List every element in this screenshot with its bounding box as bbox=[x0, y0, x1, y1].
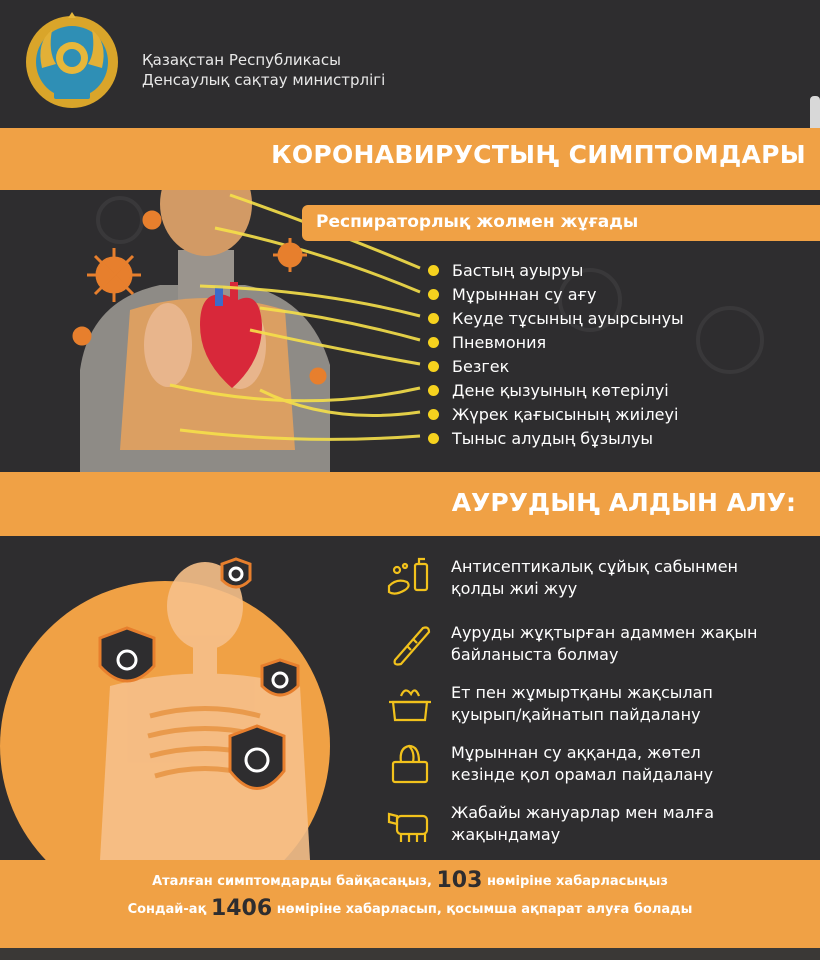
bullet-icon bbox=[428, 337, 439, 348]
bullet-icon bbox=[428, 289, 439, 300]
bottom-strip bbox=[0, 948, 820, 960]
prevention-illustration bbox=[0, 536, 370, 860]
prevention-item: Ауруды жұқтырған адаммен жақын байланыста болмау bbox=[385, 622, 791, 666]
hotline-number-1406: 1406 bbox=[210, 896, 273, 921]
hotline-number-103: 103 bbox=[436, 868, 483, 893]
symptoms-title: КОРОНАВИРУСТЫҢ СИМПТОМДАРЫ bbox=[271, 140, 806, 169]
thermometer-icon bbox=[385, 622, 435, 666]
prevention-item: Жабайы жануарлар мен малға жақындамау bbox=[385, 802, 791, 846]
prevention-item: Мұрыннан су аққанда, жөтел кезінде қол орамал пайдалану bbox=[385, 742, 791, 786]
prevention-title: АУРУДЫҢ АЛДЫН АЛУ: bbox=[451, 488, 796, 517]
list-item: Бастың ауыруы bbox=[428, 258, 684, 282]
prevention-section bbox=[0, 536, 820, 860]
list-item: Кеуде тұсының ауырсынуы bbox=[428, 306, 684, 330]
bullet-icon bbox=[428, 409, 439, 420]
symptoms-subtitle: Респираторлық жолмен жұғады bbox=[316, 212, 639, 232]
bullet-icon bbox=[428, 433, 439, 444]
org-line-1: Қазақстан Республикасы bbox=[142, 51, 341, 69]
list-item: Мұрыннан су ағу bbox=[428, 282, 684, 306]
ministry-name bbox=[142, 50, 385, 90]
list-item: Жүрек қағысының жиілеуі bbox=[428, 402, 684, 426]
hand-wash-icon bbox=[385, 556, 435, 600]
bullet-icon bbox=[428, 361, 439, 372]
prevention-item: Антисептикалық сұйық сабынмен қолды жиі жуу bbox=[385, 556, 791, 600]
cooking-pot-icon bbox=[385, 682, 435, 726]
list-item: Пневмония bbox=[428, 330, 684, 354]
bullet-icon bbox=[428, 313, 439, 324]
tissue-box-icon bbox=[385, 742, 435, 786]
state-emblem-icon bbox=[22, 12, 122, 112]
header bbox=[0, 0, 820, 128]
list-item: Дене қызуының көтерілуі bbox=[428, 378, 684, 402]
org-line-2: Денсаулық сақтау министрлігі bbox=[142, 71, 386, 89]
prevention-item: Ет пен жұмыртқаны жақсылап қуырып/қайнатып пайдалану bbox=[385, 682, 791, 726]
hotline-line-1: Аталған симптомдарды байқасаңыз, 103 нөміріне хабарласыңыз bbox=[152, 868, 668, 893]
cow-icon bbox=[385, 802, 435, 846]
list-item: Безгек bbox=[428, 354, 684, 378]
hotline-line-2: Сондай-ақ 1406 нөміріне хабарласып, қосымша ақпарат алуға болады bbox=[127, 896, 693, 921]
list-item: Тыныс алудың бұзылуы bbox=[428, 426, 684, 450]
symptoms-list bbox=[428, 258, 684, 450]
bullet-icon bbox=[428, 265, 439, 276]
bullet-icon bbox=[428, 385, 439, 396]
